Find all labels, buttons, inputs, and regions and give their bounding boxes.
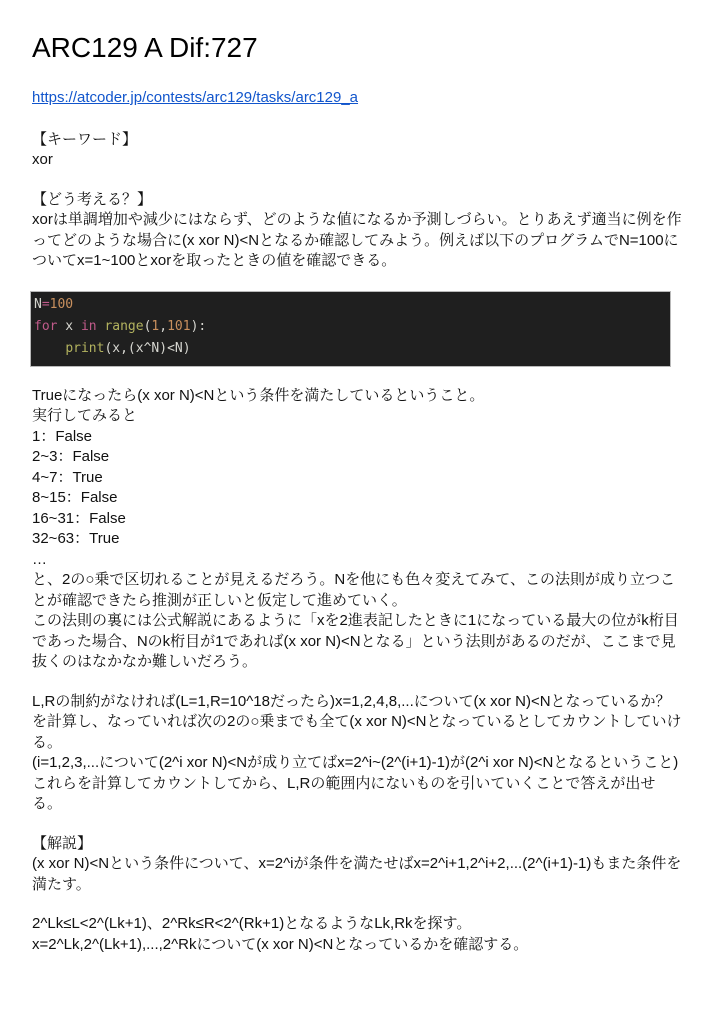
code-block bbox=[30, 291, 671, 367]
code-token: = bbox=[41, 296, 50, 312]
code-line bbox=[34, 338, 666, 360]
result-line: 4~7：True bbox=[32, 468, 103, 486]
page-title: ARC129 A Dif:727 bbox=[32, 32, 258, 63]
observation-para: と、2の○乗で区切れることが見えるだろう。Nを他にも色々変えてみて、この法則が成り立つことが確認できたら推測が正しいと仮定して進めていく。 bbox=[32, 571, 675, 609]
code-token: for bbox=[34, 318, 58, 334]
keyword-heading: 【キーワード】 bbox=[32, 130, 138, 148]
result-line: 2~3：False bbox=[32, 448, 110, 465]
link-row bbox=[32, 88, 683, 109]
howto-heading: 【どう考える？】 bbox=[32, 190, 153, 208]
code-token: (x,(x^N)<N) bbox=[104, 340, 191, 356]
spacer bbox=[32, 895, 683, 914]
strategy-para: (i=1,2,3,...について(2^i xor N)<Nが成り立てばx=2^i~(2^(i+1)-1)が(2^i xor N)<Nとなるということ) bbox=[32, 754, 679, 771]
spacer bbox=[32, 171, 683, 190]
code-token: 100 bbox=[49, 296, 74, 312]
code-token: ( bbox=[143, 318, 152, 334]
problem-link[interactable]: https://atcoder.jp/contests/arc129/tasks/arc129_a bbox=[32, 89, 359, 106]
code-token: 1 bbox=[151, 318, 160, 334]
strategy-para: L,Rの制約がなければ(L=1,R=10^18だったら)x=1,2,4,8,...について(x xor N)<Nとなっているか？を計算し、なっていれば次の2の○乗までも全て(x xor N)<Nとなっているとしてカウントしていける。 bbox=[32, 692, 682, 751]
spacer bbox=[32, 367, 683, 386]
ellipsis-line: … bbox=[32, 550, 47, 568]
keyword-body: xor bbox=[32, 151, 53, 168]
spacer bbox=[32, 815, 683, 834]
code-token: x bbox=[57, 318, 81, 334]
code-token: range bbox=[104, 318, 144, 334]
code-token: in bbox=[80, 318, 97, 334]
code-token: ): bbox=[190, 318, 207, 334]
spacer bbox=[32, 673, 683, 692]
code-token: N bbox=[34, 296, 42, 312]
code-token: , bbox=[159, 318, 168, 334]
result-line: 32~63：True bbox=[32, 530, 120, 547]
run-note: 実行してみると bbox=[32, 407, 138, 424]
code-token: 101 bbox=[167, 318, 191, 334]
observation-para: この法則の裏には公式解説にあるように「xを2進表記したときに1になっている最大の位がk桁目であった場合、Nのk桁目が1であれば(x xor N)<Nとなる」という法則があるのだが、ここまで見抜くのはなかなか難しいだろう。 bbox=[32, 612, 679, 670]
code-line bbox=[34, 294, 666, 316]
result-line: 16~31：False bbox=[32, 509, 126, 527]
editorial-para: x=2^Lk,2^(Lk+1),...,2^Rkについて(x xor N)<Nとなっているかを確認する。 bbox=[32, 935, 529, 953]
code-token bbox=[34, 341, 65, 356]
editorial-para: (x xor N)<Nという条件について、x=2^iが条件を満たせばx=2^i+1,2^i+2,...(2^(i+1)-1)もまた条件を満たす。 bbox=[32, 855, 682, 893]
code-result-note: Trueになったら(x xor N)<Nという条件を満たしているということ。 bbox=[32, 386, 485, 404]
result-line: 1：False bbox=[32, 427, 93, 445]
howto-intro: xorは単調増加や減少にはならず、どのような値になるか予測しづらい。とりあえず適当に例を作ってどのような場合に(x xor N)<Nとなるか確認してみよう。例えば以下のプログラムでN=100についてx=1~100とxorを取ったときの値を確認できる。 bbox=[32, 211, 682, 269]
code-token: print bbox=[65, 340, 105, 356]
strategy-para: これらを計算してカウントしてから、L,Rの範囲内にないものを引いていくことで答えが出せる。 bbox=[32, 774, 656, 812]
spacer bbox=[32, 272, 683, 291]
editorial-para: 2^Lk≤L<2^(Lk+1)、2^Rk≤R<2^(Rk+1)となるようなLk,Rkを探す。 bbox=[32, 915, 472, 932]
result-line: 8~15：False bbox=[32, 489, 118, 506]
editorial-heading: 【解説】 bbox=[32, 834, 93, 852]
code-line bbox=[34, 316, 666, 338]
